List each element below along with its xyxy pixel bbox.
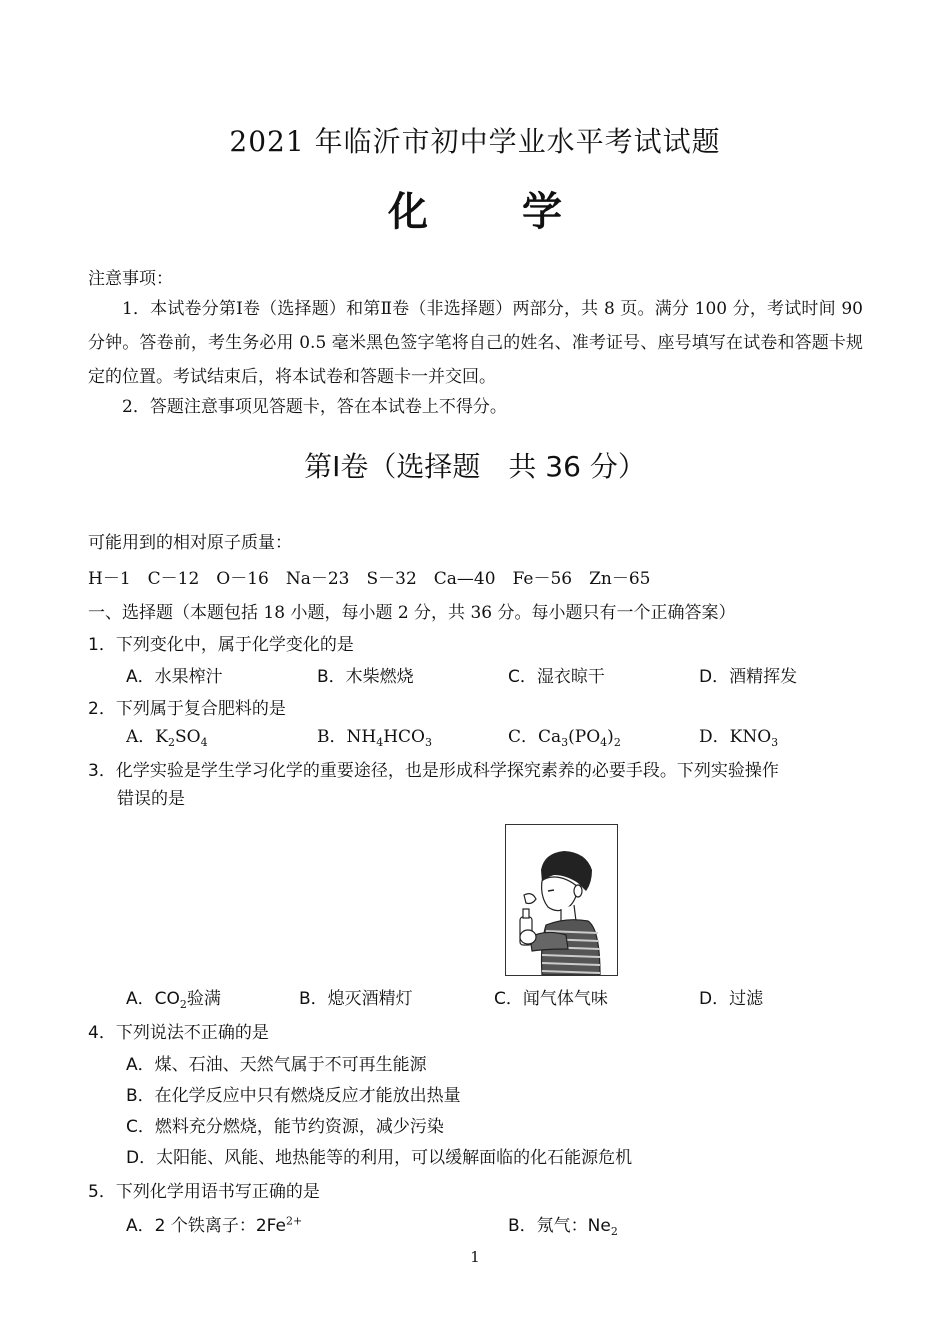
question-4-stem: 4．下列说法不正确的是 [88, 1023, 269, 1043]
question-3-stem-line-2: 错误的是 [117, 789, 185, 809]
section-title: 第Ⅰ卷（选择题 共 36 分） [304, 450, 646, 483]
question-2-option-a: A．$K_2SO_4$ [126, 727, 208, 749]
question-1-option-b: B．木柴燃烧 [317, 667, 414, 687]
question-5-option-b: B．氖气：$Ne_2$ [508, 1216, 618, 1238]
question-5-stem: 5．下列化学用语书写正确的是 [88, 1182, 320, 1202]
question-3-option-b: B．熄灭酒精灯 [299, 989, 413, 1009]
question-4-option-a: A．煤、石油、天然气属于不可再生能源 [126, 1055, 427, 1075]
exam-title: 2021 年临沂市初中学业水平考试试题 [229, 125, 721, 158]
question-3-option-a: A．$CO_2$验满 [126, 989, 221, 1011]
notes-heading: 注意事项： [88, 269, 173, 289]
question-5-option-a: A．2 个铁离子：$2Fe^{2+}$ [126, 1214, 303, 1236]
notes-item-2: 2．答题注意事项见答题卡，答在本试卷上不得分。 [122, 397, 507, 417]
question-2-option-c: C．$Ca_3(PO_4)_2$ [508, 727, 621, 749]
atomic-masses: H－1 C－12 O－16 Na－23 S－32 Ca—40 Fe－56 Zn－65 [88, 569, 651, 589]
subject-title: 化 学 [388, 189, 602, 235]
question-2-option-b: B．$NH_4HCO_3$ [317, 727, 432, 749]
smelling-gas-illustration [505, 824, 618, 976]
section-instructions: 一、选择题（本题包括 18 小题，每小题 2 分，共 36 分。每小题只有一个正确答案） [88, 603, 736, 623]
page-number: 1 [470, 1248, 480, 1266]
question-1-option-a: A．水果榨汁 [126, 667, 223, 687]
question-2-option-d: D．$KNO_3$ [699, 727, 779, 749]
question-3-option-c: C．闻气体气味 [494, 989, 608, 1009]
question-3-option-d: D．过滤 [699, 989, 764, 1009]
question-1-option-c: C．湿衣晾干 [508, 667, 605, 687]
question-4-option-c: C．燃料充分燃烧，能节约资源，减少污染 [126, 1117, 444, 1137]
notes-item-1: 1．本试卷分第Ⅰ卷（选择题）和第Ⅱ卷（非选择题）两部分，共 8 页。满分 100 分，考试时间 90 分钟。答卷前，考生务必用 0.5 毫米黑色签字笔将自己的姓名、准考证号、座号填写在试卷和答题卡规定的位置。考试结束后，将本试卷和答题卡一并交回。 [88, 299, 863, 387]
atomic-masses-label: 可能用到的相对原子质量： [88, 533, 292, 553]
question-1-stem: 1．下列变化中，属于化学变化的是 [88, 635, 354, 655]
question-2-stem: 2．下列属于复合肥料的是 [88, 699, 286, 719]
question-1-option-d: D．酒精挥发 [699, 667, 798, 687]
question-4-option-b: B．在化学反应中只有燃烧反应才能放出热量 [126, 1086, 461, 1106]
question-4-option-d: D．太阳能、风能、地热能等的利用，可以缓解面临的化石能源危机 [126, 1148, 633, 1168]
question-3-stem-line-1: 3．化学实验是学生学习化学的重要途径，也是形成科学探究素养的必要手段。下列实验操作 [88, 761, 779, 781]
